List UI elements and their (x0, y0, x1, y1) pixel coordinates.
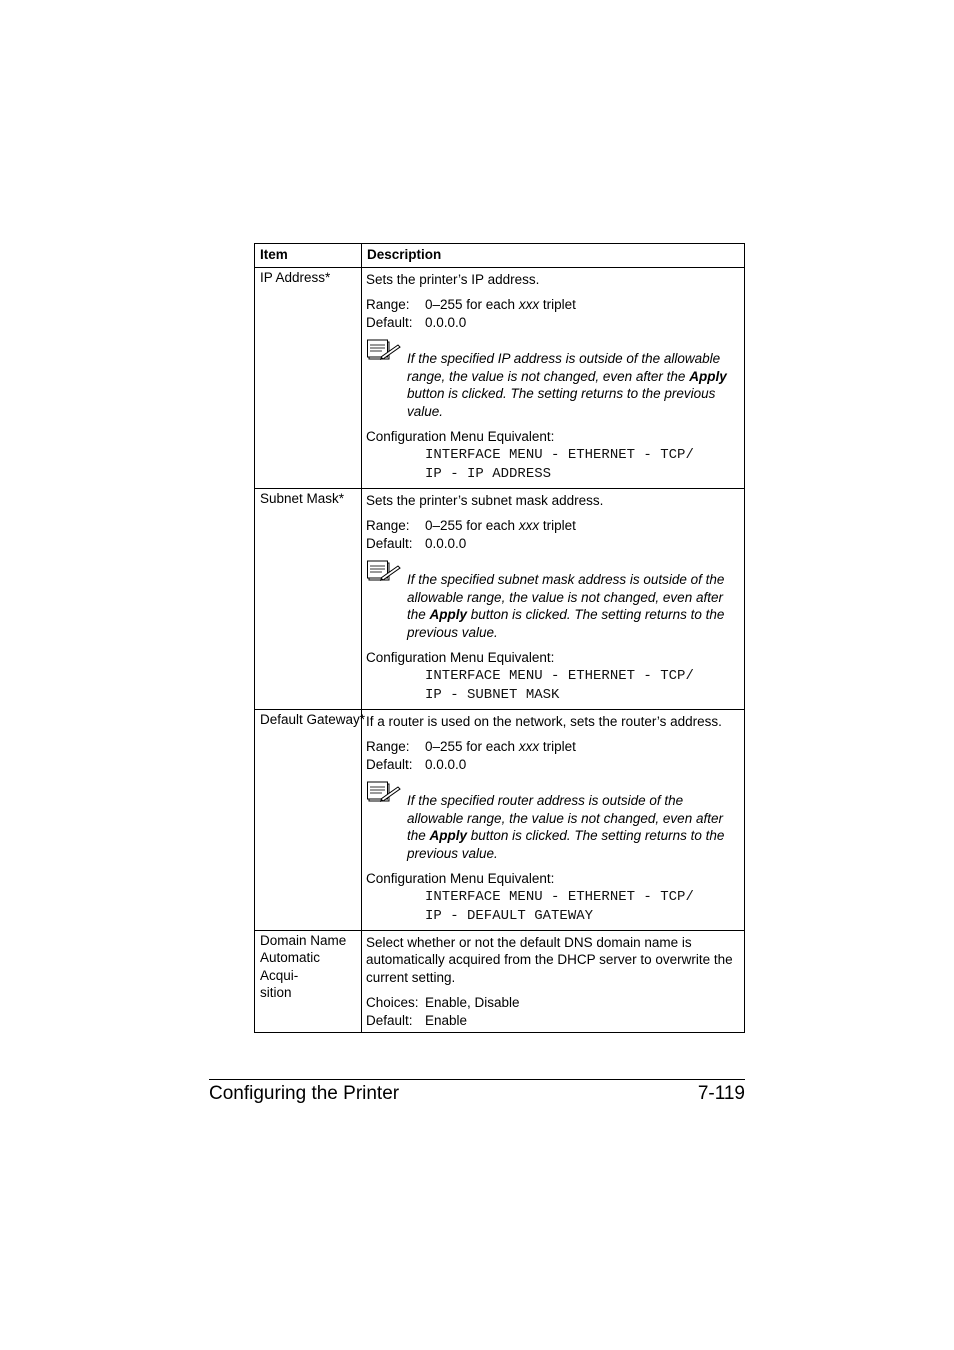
table-row (255, 267, 745, 488)
intro-text: Sets the printer’s IP address. (366, 271, 540, 287)
note-pencil-icon (367, 559, 401, 583)
choices-line: Choices: Enable, Disable (366, 995, 520, 1010)
intro-text: Select whether or not the default DNS domain name is automatically acquired from the DHCP server to overwrite the current setting. (366, 934, 733, 985)
menu-label: Configuration Menu Equivalent: (366, 429, 555, 444)
default-line: Default: 0.0.0.0 (366, 756, 467, 772)
item-description (362, 488, 745, 709)
table-row (255, 709, 745, 930)
menu-path-line2: IP - SUBNET MASK (425, 687, 560, 703)
item-name: Subnet Mask* (255, 488, 362, 709)
page-number: 7-119 (697, 1083, 745, 1104)
default-line: Default: 0.0.0.0 (366, 314, 467, 330)
item-name: IP Address* (255, 267, 362, 488)
item-description (362, 267, 745, 488)
table-row (255, 930, 745, 1033)
note: If the specified subnet mask address is outside of the allowable range, the value is not changed, even after the Apply button is clicked. The setting returns to the previous value. (366, 559, 742, 641)
item-description (362, 930, 745, 1033)
menu-label: Configuration Menu Equivalent: (366, 650, 555, 665)
item-name: Default Gateway* (255, 709, 362, 930)
intro-text: If a router is used on the network, sets the router’s address. (366, 713, 722, 729)
item-name: Domain Name Automatic Acqui- sition (255, 930, 362, 1033)
range-line: Range: 0–255 for each xxx triplet (366, 518, 576, 533)
header-item: Item (255, 244, 362, 268)
range-line: Range: 0–255 for each xxx triplet (366, 297, 576, 312)
footer-divider (209, 1079, 745, 1080)
note-pencil-icon (367, 780, 401, 804)
note: If the specified router address is outside of the allowable range, the value is not changed, even after the Apply button is clicked. The setting returns to the previous value. (366, 780, 742, 862)
header-description: Description (362, 244, 745, 268)
item-description (362, 709, 745, 930)
range-line: Range: 0–255 for each xxx triplet (366, 739, 576, 754)
settings-table (254, 243, 745, 1033)
default-line: Default: Enable (366, 1012, 468, 1028)
intro-text: Sets the printer’s subnet mask address. (366, 492, 604, 508)
table-header-row (255, 244, 745, 268)
menu-path-line2: IP - DEFAULT GATEWAY (425, 908, 594, 924)
footer-chapter-title: Configuring the Printer (209, 1083, 400, 1104)
menu-path-line1: INTERFACE MENU - ETHERNET - TCP/ (425, 446, 694, 463)
note: If the specified IP address is outside of the allowable range, the value is not changed, even after the Apply button is clicked. The setting returns to the previous value. (366, 338, 742, 420)
menu-path-line1: INTERFACE MENU - ETHERNET - TCP/ (425, 667, 694, 684)
menu-path-line2: IP - IP ADDRESS (425, 466, 552, 482)
table-row (255, 488, 745, 709)
menu-path-line1: INTERFACE MENU - ETHERNET - TCP/ (425, 888, 694, 905)
note-pencil-icon (367, 338, 401, 362)
menu-label: Configuration Menu Equivalent: (366, 871, 555, 886)
default-line: Default: 0.0.0.0 (366, 535, 467, 551)
